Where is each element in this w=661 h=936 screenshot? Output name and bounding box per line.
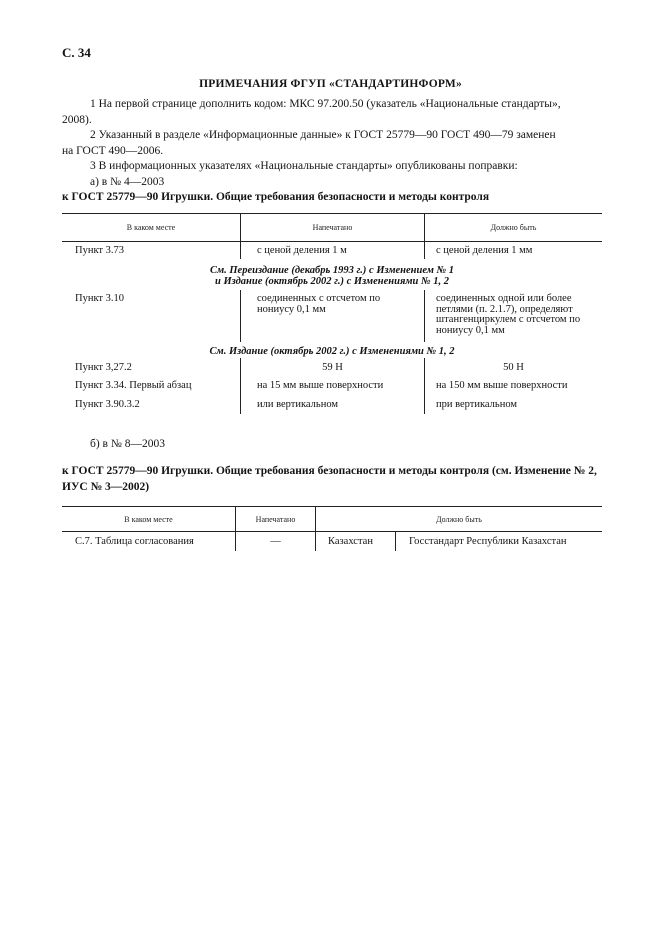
row-2-should xyxy=(436,294,580,336)
row-1-place: Пункт 3.73 xyxy=(75,245,125,256)
note-2 xyxy=(62,128,602,159)
row-4-printed: на 15 мм выше поверхности xyxy=(257,380,384,391)
note-3 xyxy=(62,159,602,175)
row-3-place: Пункт 3,27.2 xyxy=(75,362,132,373)
note-3-text: 3 В информационных указателях «Национальные стандарты» опубликованы поправки: xyxy=(90,160,518,172)
row-5-printed: или вертикальном xyxy=(257,399,339,410)
page-heading: ПРИМЕЧАНИЯ ФГУП «СТАНДАРТИНФОРМ» xyxy=(199,78,462,90)
table-1-divider-1-row2 xyxy=(240,290,241,342)
table-1-divider-1-row1 xyxy=(240,241,241,259)
note-b-text: б) в № 8—2003 xyxy=(90,438,165,450)
subhead-1 xyxy=(62,265,602,287)
row-2-printed-line-2: нониусу 0,1 мм xyxy=(257,303,326,315)
t2-row-1-should-org: Госстандарт Республики Казахстан xyxy=(409,536,567,547)
t2-row-1-printed: — xyxy=(270,536,281,547)
row-2-place: Пункт 3.10 xyxy=(75,293,125,304)
table-1-header-printed: Напечатано xyxy=(312,223,353,232)
row-4-should: на 150 мм выше поверхности xyxy=(436,380,568,391)
note-1 xyxy=(62,97,602,128)
row-2-printed xyxy=(257,294,380,315)
row-2-should-line-4: нониусу 0,1 мм xyxy=(436,324,505,336)
row-2-should-line-1: соединенных одной или более xyxy=(436,293,572,304)
note-b xyxy=(62,437,602,453)
row-3-printed: 59 Н xyxy=(322,362,343,373)
note-2-line-2: на ГОСТ 490—2006. xyxy=(62,144,164,157)
table-1-divider-2-row1 xyxy=(424,241,425,259)
note-1-line-1: 1 На первой странице дополнить кодом: МКС 97.200.50 (указатель «Национальные стандарты», xyxy=(90,98,561,110)
table-1-header-rule xyxy=(62,241,602,242)
note-2-line-1: 2 Указанный в разделе «Информационные данные» к ГОСТ 25779—90 ГОСТ 490—79 заменен xyxy=(90,129,556,141)
row-3-should: 50 Н xyxy=(503,362,524,373)
subhead-1-line-1: См. Переиздание (декабрь 1993 г.) с Изменением № 1 xyxy=(209,265,455,276)
table-2-header-printed: Напечатано xyxy=(255,515,296,524)
row-2-should-line-2: петлями (п. 2.1.7), определяют xyxy=(436,303,573,315)
page-number: С. 34 xyxy=(62,45,91,60)
table-2-header-place: В каком месте xyxy=(124,515,173,524)
table-1-header-should: Должно быть xyxy=(490,223,537,232)
section-2-title-line-2: ИУС № 3—2002) xyxy=(62,481,150,493)
table-2-header-rule xyxy=(62,531,602,532)
table-2-divider-2 xyxy=(315,506,316,551)
table-1-header-place: В каком месте xyxy=(126,223,176,232)
t2-row-1-place: С.7. Таблица согласования xyxy=(75,536,194,547)
table-1-divider-2-row2 xyxy=(424,290,425,342)
row-4-place: Пункт 3.34. Первый абзац xyxy=(75,380,192,391)
subhead-1-line-2: и Издание (октябрь 2002 г.) с Изменениями № 1, 2 xyxy=(214,276,449,287)
subhead-2: См. Издание (октябрь 2002 г.) с Изменениями № 1, 2 xyxy=(209,346,455,357)
section-2-title xyxy=(62,463,602,495)
section-2-title-line-1: к ГОСТ 25779—90 Игрушки. Общие требования безопасности и методы контроля (см. Изменение № 2, xyxy=(62,465,597,477)
row-5-should: при вертикальном xyxy=(436,399,518,410)
row-2-printed-line-1: соединенных с отсчетом по xyxy=(257,293,381,304)
table-1-top-rule xyxy=(62,213,602,214)
row-1-should: с ценой деления 1 мм xyxy=(436,245,533,256)
row-2-should-line-3: штангенциркулем с отсчетом по xyxy=(436,314,581,325)
table-2-top-rule xyxy=(62,506,602,507)
section-1-title: к ГОСТ 25779—90 Игрушки. Общие требования безопасности и методы контроля xyxy=(62,191,490,203)
table-2-divider-3 xyxy=(395,531,396,551)
note-a-text: а) в № 4—2003 xyxy=(90,176,165,188)
table-2-header-should: Должно быть xyxy=(436,515,482,524)
t2-row-1-should-country: Казахстан xyxy=(328,536,373,547)
note-1-line-2: 2008). xyxy=(62,113,92,126)
row-5-place: Пункт 3.90.3.2 xyxy=(75,399,140,410)
row-1-printed: с ценой деления 1 м xyxy=(257,245,347,256)
